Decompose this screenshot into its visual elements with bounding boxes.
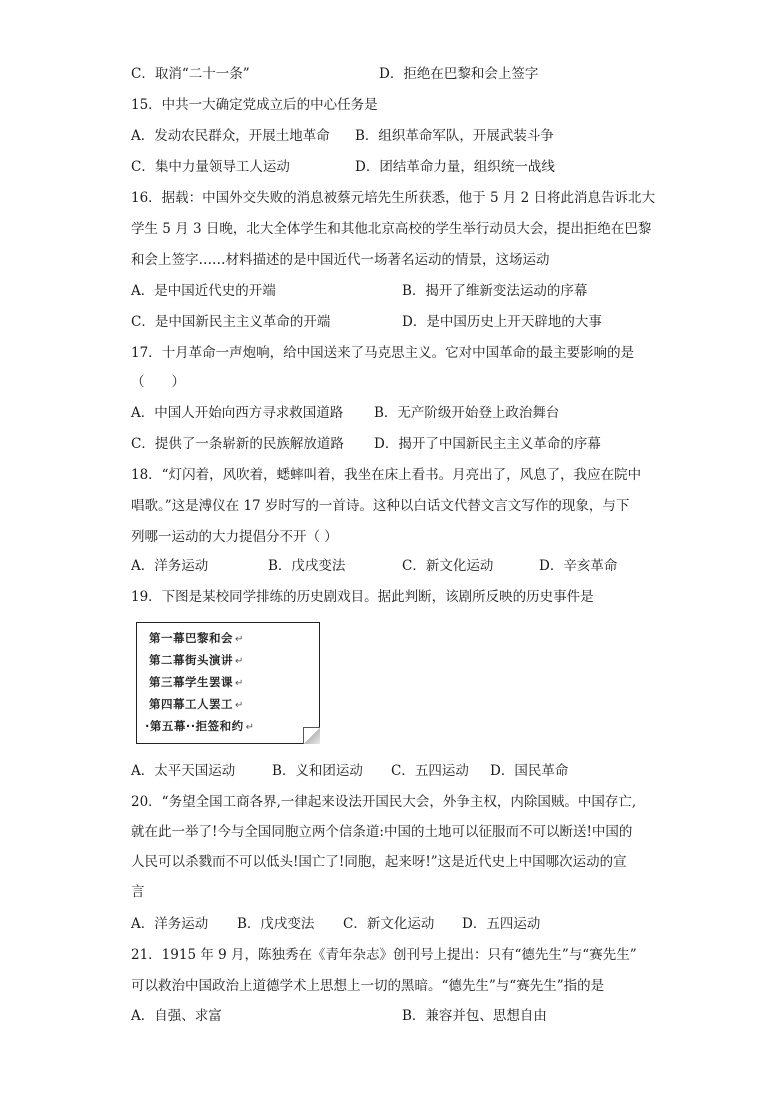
q19-option-d: D．国民革命 [490, 763, 569, 779]
return-mark-icon: ↵ [235, 634, 244, 645]
playbill-act-3-text: 第三幕学生罢课 [149, 675, 233, 689]
q16-stem-line-2: 学生 5 月 3 日晚，北大全体学生和其他北京高校的学生举行动员大会，提出拒绝在巴黎 [131, 221, 652, 237]
playbill-act-2-text: 第二幕街头演讲 [149, 653, 233, 667]
q16-option-b: B．揭开了维新变法运动的序幕 [402, 283, 588, 299]
playbill-act-4 [149, 696, 244, 712]
q14-option-c: C．取消“二十一条” [131, 66, 250, 82]
q19-option-a: A．太平天国运动 [131, 763, 236, 779]
q18-option-d: D．辛亥革命 [539, 558, 618, 574]
playbill-act-1-text: 第一幕巴黎和会 [149, 631, 233, 645]
playbill-act-5 [145, 718, 255, 734]
q17-option-d: D．揭开了中国新民主主义革命的序幕 [374, 436, 601, 452]
q19-option-b: B．义和团运动 [272, 763, 363, 779]
q20-stem-line-2: 就在此一举了!今与全国同胞立两个信条道:中国的土地可以征服而不可以断送!中国的 [131, 824, 633, 840]
q16-option-d: D．是中国历史上开天辟地的大事 [402, 314, 602, 330]
q19-option-c: C．五四运动 [391, 763, 469, 779]
playbill-act-1 [149, 630, 244, 646]
page-curl-icon [303, 727, 320, 744]
q18-stem-line-2: 唱歌。”这是溥仪在 17 岁时写的一首诗。这种以白话文代替文言文写作的现象，与下 [131, 498, 630, 514]
q20-option-a: A．洋务运动 [131, 916, 209, 932]
playbill-act-3 [149, 674, 244, 690]
q16-option-a: A．是中国近代史的开端 [131, 283, 276, 299]
playbill-act-2 [149, 652, 244, 668]
q14-option-d: D．拒绝在巴黎和会上签字 [379, 66, 539, 82]
q18-stem-line-1: 18．“灯闪着，风吹着，蟋蟀叫着，我坐在床上看书。月亮出了，风息了，我应在院中 [131, 467, 642, 483]
playbill-act-5-text: ·第五幕··拒签和约 [145, 719, 244, 733]
q17-option-b: B．无产阶级开始登上政治舞台 [374, 405, 560, 421]
q18-option-c: C．新文化运动 [402, 558, 494, 574]
q21-option-b: B．兼容并包、思想自由 [402, 1008, 547, 1024]
q20-option-c: C．新文化运动 [343, 916, 435, 932]
q16-stem-line-1: 16．据载：中国外交失败的消息被蔡元培先生所获悉，他于 5 月 2 日将此消息告诉北大 [131, 190, 656, 206]
q20-stem-line-3: 人民可以杀戮而不可以低头!国亡了!同胞，起来呀!”这是近代史上中国哪次运动的宣 [131, 854, 627, 870]
q21-stem-line-2: 可以救治中国政治上道德学术上思想上一切的黑暗。“德先生”与“赛先生”指的是 [131, 978, 605, 994]
q15-option-a: A．发动农民群众，开展土地革命 [131, 128, 330, 144]
q18-option-a: A．洋务运动 [131, 558, 209, 574]
q21-stem-line-1: 21．1915 年 9 月，陈独秀在《青年杂志》创刊号上提出：只有“德先生”与“赛先生” [131, 947, 637, 963]
q15-option-d: D．团结革命力量，组织统一战线 [355, 159, 555, 175]
return-mark-icon: ↵ [235, 678, 244, 689]
q20-stem-line-4: 言 [131, 884, 145, 900]
return-mark-icon: ↵ [235, 700, 244, 711]
q17-stem-line-2: （ ） [131, 374, 185, 390]
q16-stem-line-3: 和会上签字……材料描述的是中国近代一场著名运动的情景，这场运动 [131, 252, 550, 268]
playbill-image [136, 622, 320, 744]
q20-option-d: D．五四运动 [462, 916, 541, 932]
return-mark-icon: ↵ [245, 722, 255, 733]
q18-option-b: B．戊戌变法 [268, 558, 346, 574]
q21-option-a: A．自强、求富 [131, 1008, 222, 1024]
q20-stem-line-1: 20．“务望全国工商各界,一律起来设法开国民大会，外争主权，内除国贼。中国存亡, [131, 794, 637, 810]
playbill-act-4-text: 第四幕工人罢工 [149, 697, 233, 711]
return-mark-icon: ↵ [235, 656, 244, 667]
q19-stem: 19．下图是某校同学排练的历史剧戏目。据此判断，该剧所反映的历史事件是 [131, 589, 594, 605]
q15-option-c: C．集中力量领导工人运动 [131, 159, 290, 175]
q17-stem-line-1: 17．十月革命一声炮响，给中国送来了马克思主义。它对中国革命的最主要影响的是 [131, 345, 635, 361]
q16-option-c: C．是中国新民主主义革命的开端 [131, 314, 331, 330]
q15-stem: 15．中共一大确定党成立后的中心任务是 [131, 97, 378, 113]
q17-option-c: C．提供了一条崭新的民族解放道路 [131, 436, 344, 452]
q15-option-b: B．组织革命军队，开展武装斗争 [355, 128, 554, 144]
q18-stem-line-3: 列哪一运动的大力提倡分不开（ ） [131, 529, 338, 545]
q17-option-a: A．中国人开始向西方寻求救国道路 [131, 405, 344, 421]
q20-option-b: B．戊戌变法 [237, 916, 315, 932]
